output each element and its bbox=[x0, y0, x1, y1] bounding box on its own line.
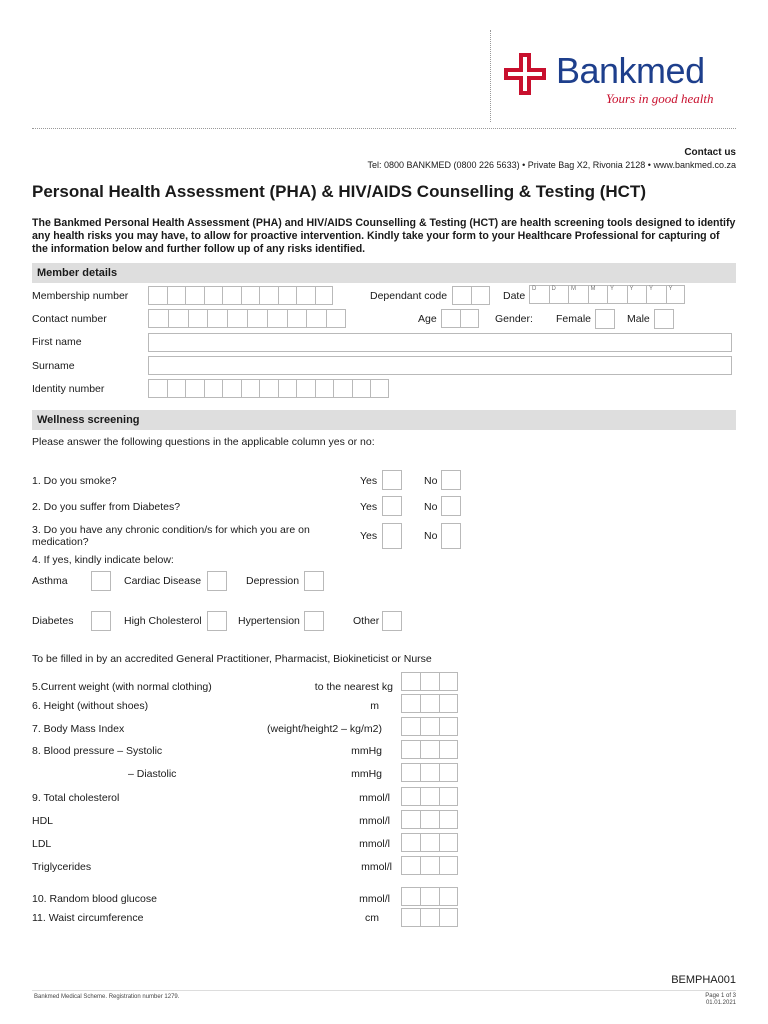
q3-yes-checkbox[interactable] bbox=[382, 523, 402, 549]
contact-title: Contact us bbox=[684, 147, 736, 158]
intro-text: The Bankmed Personal Health Assessment (PHA) and HIV/AIDS Counselling & Testing (HCT) are health screening tools designed to identify any health risks you may have, to allow for proactive intervention. Kindly take your form to your Healthcare Professional for capturing of the information below and further follow up of any risks identified. bbox=[32, 217, 736, 255]
q4-label: 4. If yes, kindly indicate below: bbox=[32, 554, 174, 566]
page-title: Personal Health Assessment (PHA) & HIV/AIDS Counselling & Testing (HCT) bbox=[32, 182, 646, 201]
first-name-field[interactable] bbox=[148, 333, 732, 352]
date-digit[interactable] bbox=[607, 285, 627, 304]
diabetes-label: Diabetes bbox=[32, 615, 74, 627]
identity-digit[interactable] bbox=[185, 379, 204, 398]
date-hint: D bbox=[532, 286, 537, 292]
surname-field[interactable] bbox=[148, 356, 732, 375]
date-hint: Y bbox=[629, 286, 634, 292]
practitioner-note: To be filled in by an accredited General Practitioner, Pharmacist, Biokineticist or Nurse bbox=[32, 653, 432, 665]
date-digit[interactable] bbox=[666, 285, 686, 304]
brand-name: Bankmed bbox=[556, 50, 705, 91]
q2-label: 2. Do you suffer from Diabetes? bbox=[32, 501, 181, 513]
measure-digit[interactable] bbox=[420, 833, 439, 852]
page-info bbox=[705, 993, 736, 1007]
date-label: Date bbox=[503, 290, 526, 302]
high-cholesterol-checkbox[interactable] bbox=[207, 611, 227, 631]
member-details-header bbox=[32, 263, 736, 283]
measure-total-cholesterol-field[interactable] bbox=[401, 787, 458, 806]
measure-digit[interactable] bbox=[401, 908, 420, 927]
date-digit[interactable] bbox=[529, 285, 549, 304]
measure-label: LDL bbox=[32, 838, 52, 850]
q2-yes-label: Yes bbox=[360, 501, 378, 513]
measure-unit: to the nearest kg bbox=[314, 681, 393, 693]
contact-digit[interactable] bbox=[326, 309, 346, 328]
q1-yes-label: Yes bbox=[360, 475, 378, 487]
q2-no-checkbox[interactable] bbox=[441, 496, 461, 516]
form-date: 01.01.2021 bbox=[705, 1000, 736, 1006]
measure-unit: (weight/height2 – kg/m2) bbox=[267, 723, 382, 735]
dependant-code-field[interactable] bbox=[452, 286, 490, 305]
membership-digit[interactable] bbox=[278, 286, 297, 305]
measure-label: 5.Current weight (with normal clothing) bbox=[32, 681, 212, 693]
measure-label: Triglycerides bbox=[32, 861, 92, 873]
date-hint: Y bbox=[668, 286, 673, 292]
contact-number-field[interactable] bbox=[148, 309, 346, 328]
q1-yes-checkbox[interactable] bbox=[382, 470, 402, 490]
date-hint: Y bbox=[649, 286, 654, 292]
hypertension-label: Hypertension bbox=[238, 615, 300, 627]
contact-details: Tel: 0800 BANKMED (0800 226 5633) • Private Bag X2, Rivonia 2128 • www.bankmed.co.za bbox=[367, 160, 736, 170]
membership-digit[interactable] bbox=[259, 286, 278, 305]
date-field[interactable] bbox=[529, 285, 685, 304]
measure-unit: mmol/l bbox=[361, 861, 392, 873]
page-number: Page 1 of 3 bbox=[705, 993, 736, 999]
measure-label: 7. Body Mass Index bbox=[32, 723, 125, 735]
measure-digit[interactable] bbox=[439, 856, 458, 875]
measure-digit[interactable] bbox=[401, 740, 420, 759]
measure-digit[interactable] bbox=[401, 763, 420, 782]
identity-digit[interactable] bbox=[148, 379, 167, 398]
q3-yes-label: Yes bbox=[360, 530, 378, 542]
asthma-label: Asthma bbox=[32, 575, 68, 587]
female-label: Female bbox=[556, 313, 592, 325]
membership-digit[interactable] bbox=[167, 286, 186, 305]
form-code: BEMPHA001 bbox=[671, 974, 736, 986]
contact-digit[interactable] bbox=[267, 309, 287, 328]
measure-unit: mmol/l bbox=[359, 893, 390, 905]
high-cholesterol-label: High Cholesterol bbox=[124, 615, 202, 627]
wellness-screening-heading: Wellness screening bbox=[37, 414, 140, 426]
age-digit[interactable] bbox=[441, 309, 460, 328]
identity-digit[interactable] bbox=[315, 379, 334, 398]
measure-waist-field[interactable] bbox=[401, 908, 458, 927]
measure-digit[interactable] bbox=[420, 717, 439, 736]
contact-number-label: Contact number bbox=[32, 313, 107, 325]
measure-digit[interactable] bbox=[420, 672, 439, 691]
cardiac-disease-label: Cardiac Disease bbox=[124, 575, 202, 587]
date-hint: Y bbox=[610, 286, 615, 292]
identity-digit[interactable] bbox=[167, 379, 186, 398]
male-checkbox[interactable] bbox=[654, 309, 674, 329]
measure-ldl-field[interactable] bbox=[401, 833, 458, 852]
measure-digit[interactable] bbox=[401, 856, 420, 875]
measure-label: 11. Waist circumference bbox=[32, 912, 144, 924]
measure-label: 9. Total cholesterol bbox=[32, 792, 120, 804]
membership-digit[interactable] bbox=[222, 286, 241, 305]
measure-digit[interactable] bbox=[420, 787, 439, 806]
other-checkbox[interactable] bbox=[382, 611, 402, 631]
identity-number-label: Identity number bbox=[32, 383, 105, 395]
footer-divider bbox=[32, 990, 736, 991]
date-digit[interactable] bbox=[627, 285, 647, 304]
age-digit[interactable] bbox=[460, 309, 479, 328]
identity-digit[interactable] bbox=[278, 379, 297, 398]
measure-digit[interactable] bbox=[401, 810, 420, 829]
measure-digit[interactable] bbox=[401, 672, 420, 691]
measure-digit[interactable] bbox=[439, 717, 458, 736]
membership-number-label: Membership number bbox=[32, 290, 129, 302]
q1-label: 1. Do you smoke? bbox=[32, 475, 117, 487]
measure-diastolic-field[interactable] bbox=[401, 763, 458, 782]
surname-label: Surname bbox=[32, 360, 75, 372]
identity-digit[interactable] bbox=[259, 379, 278, 398]
scheme-registration: Bankmed Medical Scheme. Registration number 1279. bbox=[34, 994, 180, 1000]
contact-digit[interactable] bbox=[247, 309, 267, 328]
measure-digit[interactable] bbox=[420, 763, 439, 782]
identity-digit[interactable] bbox=[204, 379, 223, 398]
identity-digit[interactable] bbox=[352, 379, 371, 398]
date-hint: M bbox=[590, 286, 596, 292]
dependant-digit[interactable] bbox=[452, 286, 471, 305]
measure-digit[interactable] bbox=[439, 787, 458, 806]
measure-digit[interactable] bbox=[439, 810, 458, 829]
measure-digit[interactable] bbox=[439, 908, 458, 927]
q1-no-label: No bbox=[424, 475, 438, 487]
wellness-screening-header bbox=[32, 410, 736, 430]
date-digit[interactable] bbox=[549, 285, 569, 304]
q3-no-label: No bbox=[424, 530, 438, 542]
contact-digit[interactable] bbox=[168, 309, 188, 328]
measure-label: 8. Blood pressure – Systolic bbox=[32, 745, 163, 757]
dependant-digit[interactable] bbox=[471, 286, 490, 305]
measure-unit: cm bbox=[365, 912, 379, 924]
measure-height-field[interactable] bbox=[401, 694, 458, 713]
measure-digit[interactable] bbox=[420, 694, 439, 713]
measure-digit[interactable] bbox=[420, 810, 439, 829]
measure-unit: mmol/l bbox=[359, 792, 390, 804]
measure-unit: mmHg bbox=[351, 745, 382, 757]
member-details-heading: Member details bbox=[37, 267, 118, 279]
female-checkbox[interactable] bbox=[595, 309, 615, 329]
measure-digit[interactable] bbox=[420, 887, 439, 906]
q2-no-label: No bbox=[424, 501, 438, 513]
identity-digit[interactable] bbox=[296, 379, 315, 398]
identity-digit[interactable] bbox=[370, 379, 389, 398]
membership-digit[interactable] bbox=[315, 286, 334, 305]
depression-label: Depression bbox=[246, 575, 300, 587]
q3-no-checkbox[interactable] bbox=[441, 523, 461, 549]
asthma-checkbox[interactable] bbox=[91, 571, 111, 591]
measure-digit[interactable] bbox=[439, 887, 458, 906]
contact-digit[interactable] bbox=[227, 309, 247, 328]
measure-bmi-field[interactable] bbox=[401, 717, 458, 736]
measure-digit[interactable] bbox=[401, 717, 420, 736]
contact-digit[interactable] bbox=[207, 309, 227, 328]
date-digit[interactable] bbox=[646, 285, 666, 304]
diabetes-checkbox[interactable] bbox=[91, 611, 111, 631]
date-hint: M bbox=[571, 286, 576, 292]
measure-digit[interactable] bbox=[439, 672, 458, 691]
measure-unit: m bbox=[370, 700, 379, 712]
age-label: Age bbox=[418, 313, 437, 325]
q3-label: 3. Do you have any chronic condition/s for which you are on medication? bbox=[32, 524, 310, 548]
measure-digit[interactable] bbox=[420, 908, 439, 927]
identity-digit[interactable] bbox=[241, 379, 260, 398]
q2-yes-checkbox[interactable] bbox=[382, 496, 402, 516]
membership-digit[interactable] bbox=[148, 286, 167, 305]
measure-label: 6. Height (without shoes) bbox=[32, 700, 149, 712]
date-digit[interactable] bbox=[568, 285, 588, 304]
gender-label: Gender: bbox=[495, 313, 533, 325]
measure-digit[interactable] bbox=[401, 787, 420, 806]
header-divider-horizontal bbox=[32, 128, 736, 129]
measure-digit[interactable] bbox=[439, 833, 458, 852]
measure-hdl-field[interactable] bbox=[401, 810, 458, 829]
membership-digit[interactable] bbox=[241, 286, 260, 305]
cardiac-disease-checkbox[interactable] bbox=[207, 571, 227, 591]
measure-digit[interactable] bbox=[439, 740, 458, 759]
age-field[interactable] bbox=[441, 309, 479, 328]
identity-digit[interactable] bbox=[222, 379, 241, 398]
measure-unit: mmol/l bbox=[359, 815, 390, 827]
measure-unit: mmHg bbox=[351, 768, 382, 780]
measure-digit[interactable] bbox=[401, 694, 420, 713]
date-digit[interactable] bbox=[588, 285, 608, 304]
brand-tagline: Yours in good health bbox=[606, 91, 714, 106]
measure-digit[interactable] bbox=[420, 856, 439, 875]
measure-weight-field[interactable] bbox=[401, 672, 458, 691]
identity-number-field[interactable] bbox=[148, 379, 389, 398]
first-name-label: First name bbox=[32, 336, 82, 348]
identity-digit[interactable] bbox=[333, 379, 352, 398]
dependant-code-label: Dependant code bbox=[370, 290, 448, 302]
measure-digit[interactable] bbox=[401, 833, 420, 852]
other-label: Other bbox=[353, 615, 380, 627]
bankmed-cross-logo-icon bbox=[504, 53, 546, 95]
measure-digit[interactable] bbox=[439, 694, 458, 713]
measure-glucose-field[interactable] bbox=[401, 887, 458, 906]
measure-digit[interactable] bbox=[420, 740, 439, 759]
measure-label: 10. Random blood glucose bbox=[32, 893, 157, 905]
membership-digit[interactable] bbox=[185, 286, 204, 305]
measure-triglycerides-field[interactable] bbox=[401, 856, 458, 875]
contact-digit[interactable] bbox=[287, 309, 307, 328]
male-label: Male bbox=[627, 313, 650, 325]
membership-digit[interactable] bbox=[296, 286, 315, 305]
measure-digit[interactable] bbox=[439, 763, 458, 782]
membership-number-field[interactable] bbox=[148, 286, 333, 305]
depression-checkbox[interactable] bbox=[304, 571, 324, 591]
wellness-instructions: Please answer the following questions in the applicable column yes or no: bbox=[32, 436, 375, 448]
measure-label: HDL bbox=[32, 815, 54, 827]
q1-no-checkbox[interactable] bbox=[441, 470, 461, 490]
measure-digit[interactable] bbox=[401, 887, 420, 906]
measure-unit: mmol/l bbox=[359, 838, 390, 850]
measure-label: – Diastolic bbox=[128, 768, 177, 780]
header-divider-vertical bbox=[490, 30, 491, 122]
date-hint: D bbox=[551, 286, 556, 292]
contact-digit[interactable] bbox=[148, 309, 168, 328]
contact-digit[interactable] bbox=[306, 309, 326, 328]
contact-digit[interactable] bbox=[188, 309, 208, 328]
measure-systolic-field[interactable] bbox=[401, 740, 458, 759]
membership-digit[interactable] bbox=[204, 286, 223, 305]
hypertension-checkbox[interactable] bbox=[304, 611, 324, 631]
